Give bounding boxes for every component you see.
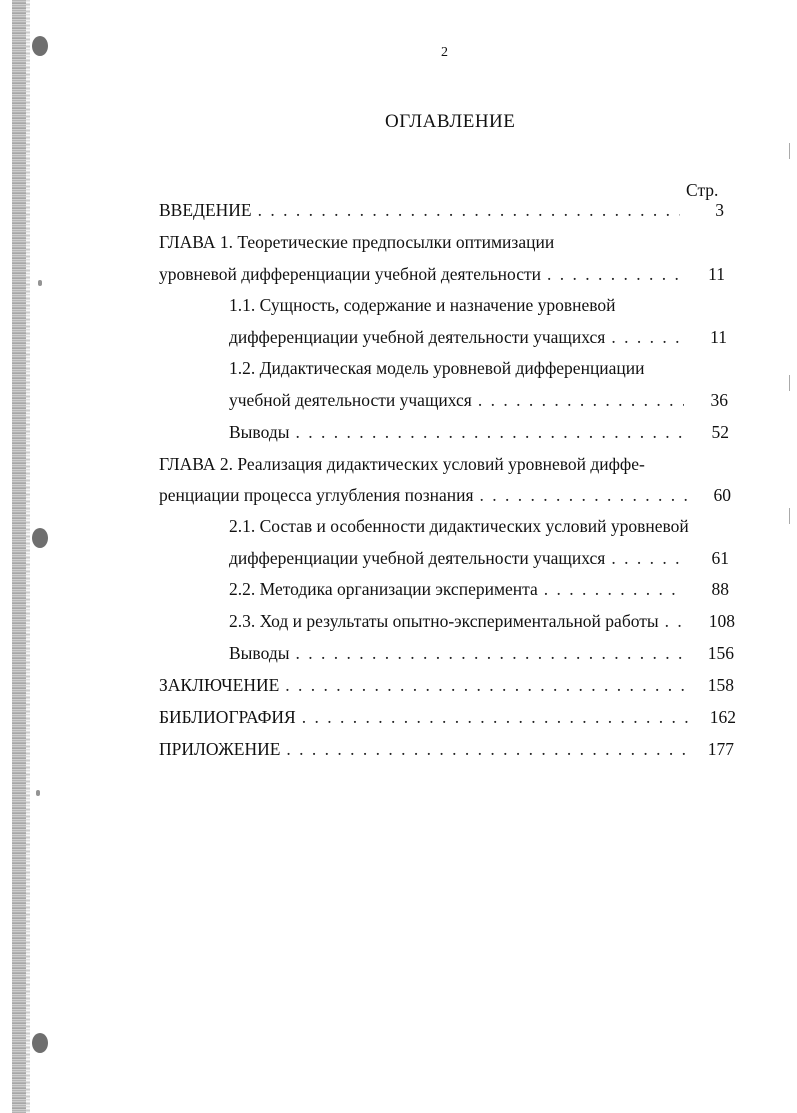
scan-speck xyxy=(36,790,40,796)
scan-margin-mark xyxy=(789,508,790,524)
toc-leader-dots xyxy=(480,484,687,506)
toc-entry xyxy=(229,515,689,537)
toc-entry-label: ГЛАВА 1. Теоретические предпосылки оптимизации xyxy=(159,232,555,252)
scan-binding-edge xyxy=(12,0,26,1113)
toc-entry-label: ЗАКЛЮЧЕНИЕ xyxy=(159,675,280,695)
toc-entry-page: 177 xyxy=(707,739,734,759)
toc-leader-dots xyxy=(547,263,681,285)
toc-entry xyxy=(229,421,729,443)
toc-entry-page: 60 xyxy=(713,485,731,505)
toc-entry-page: 36 xyxy=(710,390,728,410)
toc-entry xyxy=(159,231,554,253)
toc-entry-label: Выводы xyxy=(229,422,290,442)
toc-leader-dots xyxy=(544,578,685,600)
toc-entry xyxy=(229,326,727,348)
toc-entry-page: 3 xyxy=(715,200,724,220)
toc-entry-page: 61 xyxy=(711,548,729,568)
punch-hole xyxy=(32,528,48,548)
toc-entry-label: учебной деятельности учащихся xyxy=(229,390,472,410)
toc-entry xyxy=(159,453,645,475)
punch-hole xyxy=(32,1033,48,1053)
toc-entry xyxy=(159,263,725,285)
toc-entry-label: Выводы xyxy=(229,643,290,663)
toc-entry-label: 1.2. Дидактическая модель уровневой дифференциации xyxy=(229,358,645,378)
toc-entry xyxy=(229,357,645,379)
toc-entry-label: ГЛАВА 2. Реализация дидактических условий уровневой диффе- xyxy=(159,454,645,474)
toc-heading: ОГЛАВЛЕНИЕ xyxy=(385,111,516,132)
toc-leader-dots xyxy=(258,199,680,221)
toc-entry-page: 52 xyxy=(711,422,729,442)
toc-leader-dots xyxy=(295,642,690,664)
punch-hole xyxy=(32,36,48,56)
toc-leader-dots xyxy=(478,389,684,411)
toc-leader-dots xyxy=(286,738,690,760)
scan-margin-mark xyxy=(789,375,790,391)
toc-entry xyxy=(159,484,731,506)
toc-leader-dots xyxy=(295,421,685,443)
toc-entry-page: 108 xyxy=(708,611,735,631)
toc-entry xyxy=(159,199,724,221)
toc-entry xyxy=(159,706,736,728)
toc-entry-page: 11 xyxy=(708,264,725,284)
toc-entry-label: ВВЕДЕНИЕ xyxy=(159,200,252,220)
toc-entry-label: 2.2. Методика организации эксперимента xyxy=(229,579,538,599)
toc-entry xyxy=(229,547,729,569)
toc-entry-page: 11 xyxy=(710,327,727,347)
toc-entry-page: 88 xyxy=(711,579,729,599)
toc-entry xyxy=(159,738,734,760)
toc-leader-dots xyxy=(611,326,683,348)
toc-entry-label: ПРИЛОЖЕНИЕ xyxy=(159,739,281,759)
toc-entry-label: 1.1. Сущность, содержание и назначение уровневой xyxy=(229,295,616,315)
scan-margin-mark xyxy=(789,143,790,159)
toc-leader-dots xyxy=(665,610,691,632)
toc-entry-label: 2.1. Состав и особенности дидактических условий уровневой xyxy=(229,516,689,536)
toc-entry-page: 162 xyxy=(709,707,736,727)
toc-entry xyxy=(229,389,728,411)
toc-entry xyxy=(229,642,734,664)
toc-entry xyxy=(229,610,735,632)
toc-entry-page: 158 xyxy=(707,675,734,695)
page-number: 2 xyxy=(441,45,448,60)
toc-leader-dots xyxy=(285,674,690,696)
toc-leader-dots xyxy=(302,706,692,728)
toc-entry-label: БИБЛИОГРАФИЯ xyxy=(159,707,296,727)
toc-entry-label: 2.3. Ход и результаты опытно-экспериментальной работы xyxy=(229,611,659,631)
scan-speck xyxy=(38,280,42,286)
scan-binding-edge-inner xyxy=(26,0,30,1113)
toc-entry-label: дифференциации учебной деятельности учащихся xyxy=(229,327,606,347)
toc-entry-label: уровневой дифференциации учебной деятельности xyxy=(159,264,542,284)
toc-entry-page: 156 xyxy=(707,643,734,663)
toc-entry xyxy=(229,294,616,316)
toc-entry xyxy=(229,578,729,600)
toc-leader-dots xyxy=(611,547,685,569)
toc-entry-label: ренциации процесса углубления познания xyxy=(159,485,474,505)
toc-entry-label: дифференциации учебной деятельности учащихся xyxy=(229,548,606,568)
page-column-label: Стр. xyxy=(686,180,719,200)
toc-entry xyxy=(159,674,734,696)
